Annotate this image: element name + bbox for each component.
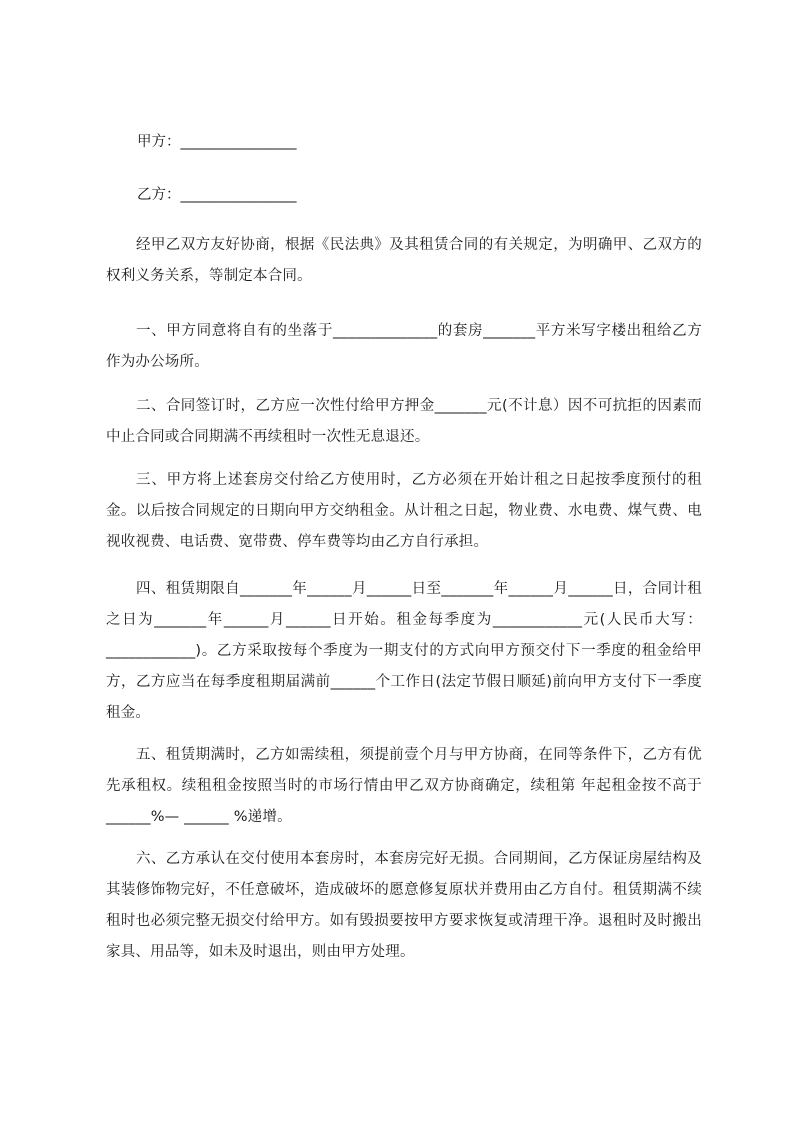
- clause-2: 二、合同签订时，乙方应一次性付给甲方押金_______元(不计息）因不可抗拒的因素而中止合同或合同期满不再续租时一次性无息退还。: [106, 398, 702, 445]
- clause-4: 四、租赁期限自_______年______月______日至_______年______月______日，合同计租之日为_______年______月______日开始。租金每季度为____________元(人民币大写：____________)。乙方采取按每个季度为一期支付的方式向甲方预交付下一季度的租金给甲方，乙方应当在每季度租期届满前______个工作日(法定节假日顺延)前向甲方支付下一季度租金。: [106, 581, 702, 721]
- clause-6: 六、乙方承认在交付使用本套房时，本套房完好无损。合同期间，乙方保证房屋结构及其装修饰物完好，不任意破坏，造成破坏的愿意修复原状并费用由乙方自付。租赁期满不续租时也必须完整无损交付给甲方。如有毁损要按甲方要求恢复或清理干净。退租时及时搬出家具、用品等，如未及时退出，则由甲方处理。: [106, 851, 702, 960]
- intro-paragraph: 经甲乙双方友好协商，根据《民法典》及其租赁合同的有关规定，为明确甲、乙双方的权利义务关系，等制定本合同。: [106, 237, 702, 284]
- clause-1: 一、甲方同意将自有的坐落于______________的套房_______平方米写字楼出租给乙方作为办公场所。: [106, 323, 702, 370]
- clause-5: 五、租赁期满时，乙方如需续租，须提前壹个月与甲方协商，在同等条件下，乙方有优先承租权。续租租金按照当时的市场行情由甲乙双方协商确定，续租第 年起租金按不高于______%— ______ %递增。: [106, 747, 702, 825]
- party-a-line: 甲方：________________: [137, 134, 297, 150]
- party-b-line: 乙方：________________: [137, 187, 297, 203]
- clause-3: 三、甲方将上述套房交付给乙方使用时，乙方必须在开始计租之日起按季度预付的租金。以后按合同规定的日期向甲方交纳租金。从计租之日起，物业费、水电费、煤气费、电视收视费、电话费、宽带费、停车费等均由乙方自行承担。: [106, 472, 702, 550]
